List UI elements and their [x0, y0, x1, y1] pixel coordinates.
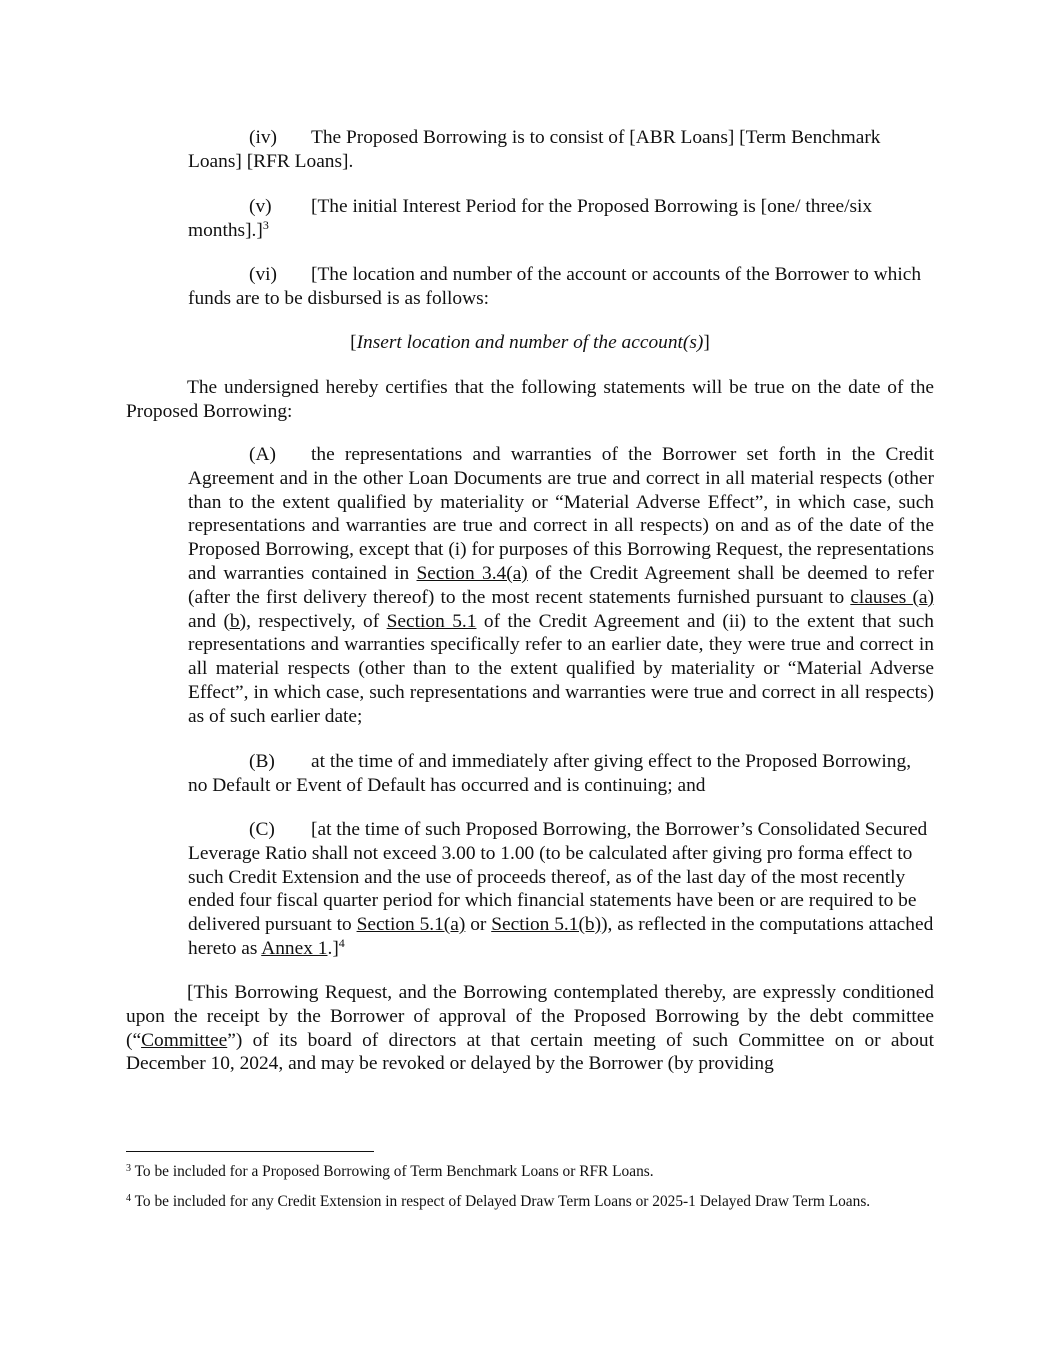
footnote-divider — [126, 1151, 374, 1152]
clauses-a-link[interactable]: clauses (a) — [850, 586, 934, 608]
section-3-4-a-link[interactable]: Section 3.4(a) — [416, 562, 528, 584]
item-iv-text: The Proposed Borrowing is to consist of [ABR Loans] [Term Benchmark Loans] [RFR Loans]. — [188, 127, 881, 172]
statement-b-label: (B) — [249, 751, 275, 772]
item-v — [188, 195, 934, 243]
statement-a-label: (A) — [249, 444, 276, 465]
statement-b — [188, 750, 934, 798]
footnote-3-text: To be included for a Proposed Borrowing of Term Benchmark Loans or RFR Loans. — [134, 1163, 654, 1180]
certification-paragraph — [126, 376, 934, 424]
footnote-ref-4[interactable]: 4 — [338, 935, 345, 950]
condition-paragraph: [This Borrowing Request, and the Borrowing contemplated thereby, are expressly conditioned upon the receipt by the Borrower of approval of the Proposed Borrowing by the debt committee (“Committee”) of its board of directors at that certain meeting of such Committee on or about December 10, 2024, and may be revoked or delayed by the Borrower (by providing — [126, 982, 934, 1075]
certification-text: The undersigned hereby certifies that the following statements will be true on the date of the Proposed Borrowing: — [126, 377, 934, 422]
item-iv — [188, 126, 934, 174]
item-vi — [188, 263, 934, 311]
statement-c-label: (C) — [249, 819, 275, 840]
footnote-4-mark: 4 — [126, 1193, 131, 1204]
footnote-3 — [126, 1162, 934, 1182]
footnote-3-mark: 3 — [126, 1163, 131, 1174]
item-iv-label: (iv) — [249, 127, 277, 148]
footnote-4-text: To be included for any Credit Extension in respect of Delayed Draw Term Loans or 2025-1 Delayed Draw Term Loans. — [134, 1193, 871, 1210]
item-v-text: [The initial Interest Period for the Proposed Borrowing is [one/ three/six months].] — [188, 196, 873, 241]
clause-b-link[interactable]: (b) — [223, 610, 247, 632]
annex-1-link[interactable]: Annex 1 — [261, 937, 328, 959]
item-v-label: (v) — [249, 196, 272, 217]
account-instruction: [Insert location and number of the account(s)] — [350, 332, 710, 353]
section-5-1-a-link[interactable]: Section 5.1(a) — [356, 914, 466, 936]
statement-a: (A) the representations and warranties of the Borrower set forth in the Credit Agreement and in the other Loan Documents are true and correct in all material respects (other than to the extent qualified by materiality or “Material Adverse Effect”, in which case, such representations and warranties are true and correct in all respects) on and as of the date of the Proposed Borrowing, except that (i) for purposes of this Borrowing Request, the representations and warranties contained in Section 3.4(a) of the Credit Agreement shall be deemed to refer (after the first delivery thereof) to the most recent statements furnished pursuant to clauses (a) and (b), respectively, of Section 5.1 of the Credit Agreement and (ii) to the extent that such representations and warranties specifically refer to an earlier date, they were true and correct in all material respects (other than to the extent qualified by materiality or “Material Adverse Effect”, in which case, such representations and warranties were true and correct in all respects) as of such earlier date; — [188, 444, 934, 727]
statement-b-text: at the time of and immediately after giving effect to the Proposed Borrowing, no Default or Event of Default has occurred and is continuing; and — [188, 751, 912, 796]
statement-c: (C) [at the time of such Proposed Borrowing, the Borrower’s Consolidated Secured Leverage Ratio shall not exceed 3.00 to 1.00 (to be calculated after giving pro forma effect to such Credit Extension and the use of proceeds thereof, as of the last day of the most recently ended four fiscal quarter period for which financial statements have been or are required to be delivered pursuant to Section 5.1(a) or Section 5.1(b)), as reflected in the computations attached hereto as Annex 1.]$^4$ — [188, 819, 934, 959]
account-instruction-text: Insert location and number of the account(s) — [356, 332, 704, 353]
section-5-1-link[interactable]: Section 5.1 — [386, 610, 477, 632]
committee-term: Committee — [141, 1029, 228, 1051]
footnote-ref-3[interactable]: 3 — [262, 217, 269, 232]
footnote-4 — [126, 1192, 934, 1212]
section-5-1-b-link[interactable]: Section 5.1(b) — [491, 914, 602, 936]
item-vi-label: (vi) — [249, 264, 277, 285]
item-vi-text: [The location and number of the account or accounts of the Borrower to which funds are to be disbursed is as follows: — [188, 264, 922, 309]
